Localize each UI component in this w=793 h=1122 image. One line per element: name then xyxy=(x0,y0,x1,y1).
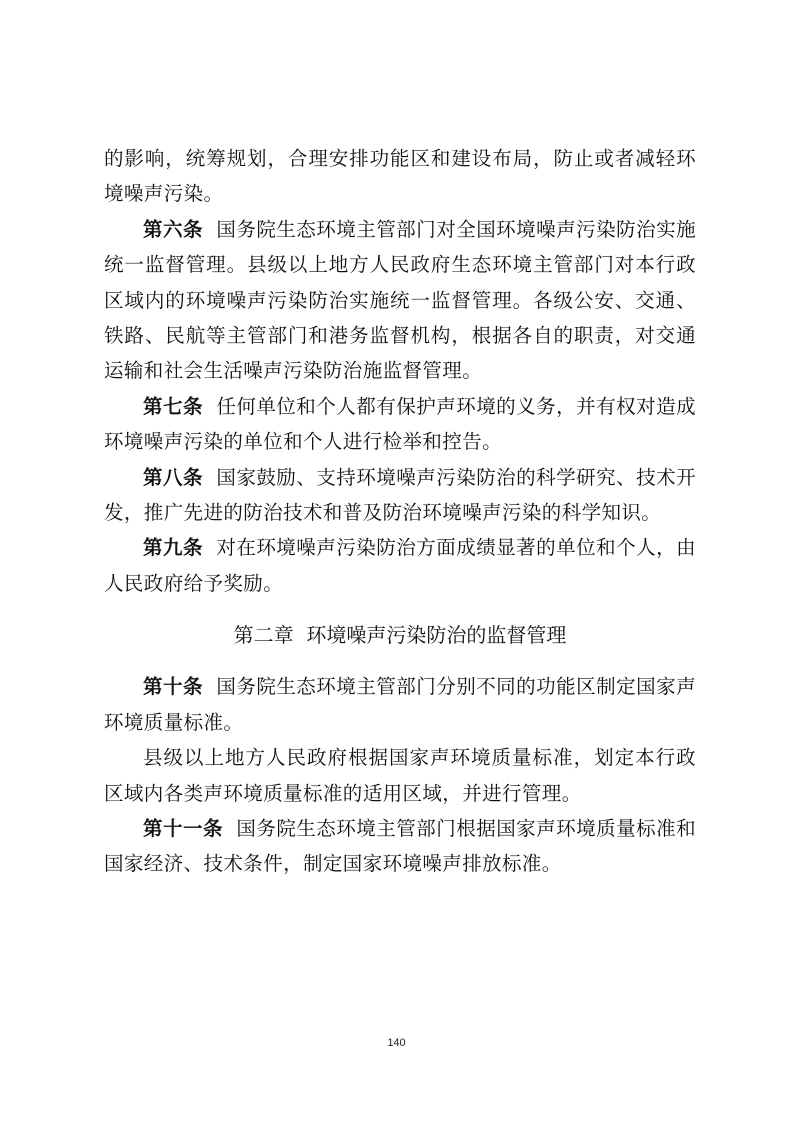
article-7 xyxy=(104,389,696,460)
chapter-heading: 第二章 环境噪声污染防治的监督管理 xyxy=(233,623,567,648)
article-text: 国务院生态环境主管部门分别不同的功能区制定国家声环境质量标准。 xyxy=(104,675,696,734)
article-9 xyxy=(104,530,696,601)
article-label: 第七条 xyxy=(143,394,203,418)
article-text: 任何单位和个人都有保护声环境的义务，并有权对造成环境噪声污染的单位和个人进行检举和控告。 xyxy=(104,394,696,454)
article-11 xyxy=(104,811,696,882)
article-6 xyxy=(104,212,696,389)
article-label: 第九条 xyxy=(143,536,203,560)
page-number: 140 xyxy=(387,1037,406,1049)
article-text: 国务院生态环境主管部门根据国家声环境质量标准和国家经济、技术条件，制定国家环境噪声排放标准。 xyxy=(104,816,696,876)
article-text: 对在环境噪声污染防治方面成绩显著的单位和个人，由人民政府给予奖励。 xyxy=(104,536,696,595)
document-body xyxy=(104,141,696,882)
article-10-paragraph-2: 县级以上地方人民政府根据国家声环境质量标准，划定本行政区域内各类声环境质量标准的适用区域，并进行管理。 xyxy=(104,746,696,805)
article-label: 第六条 xyxy=(143,217,203,241)
article-text: 国家鼓励、支持环境噪声污染防治的科学研究、技术开发，推广先进的防治技术和普及防治环境噪声污染的科学知识。 xyxy=(104,465,696,525)
article-8 xyxy=(104,460,696,531)
article-10 xyxy=(104,669,696,740)
paragraph-continuation: 的影响，统筹规划，合理安排功能区和建设布局，防止或者减轻环境噪声污染。 xyxy=(104,147,696,206)
article-label: 第八条 xyxy=(143,465,203,489)
article-label: 第十一条 xyxy=(143,816,223,840)
article-text: 国务院生态环境主管部门对全国环境噪声污染防治实施统一监督管理。县级以上地方人民政府生态环境主管部门对本行政区域内的环境噪声污染防治实施统一监督管理。各级公安、交通、铁路、民航等主管部门和港务监督机构，根据各自的职责，对交通运输和社会生活噪声污染防治施监督管理。 xyxy=(104,217,696,383)
article-label: 第十条 xyxy=(143,675,203,699)
